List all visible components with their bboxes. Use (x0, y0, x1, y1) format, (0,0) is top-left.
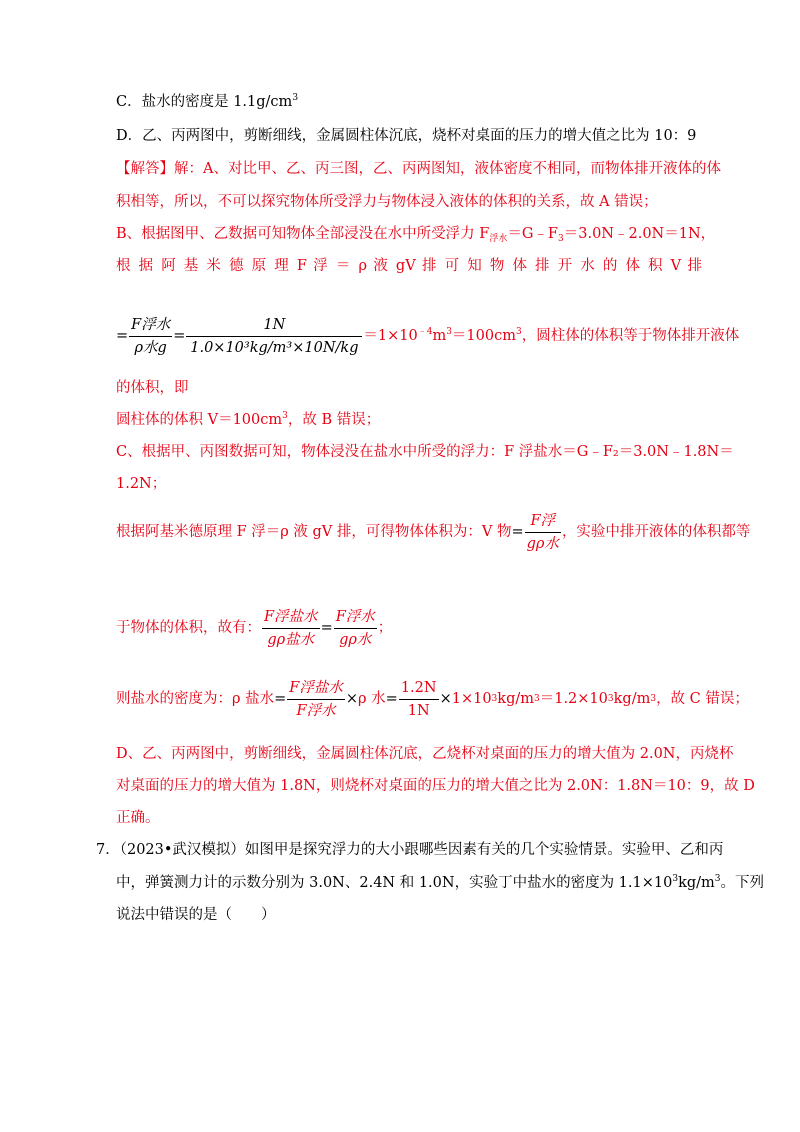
equation-volume: = $\frac{\text{F浮水}}{\text{ρ水g}}$ = $\frac{1N}{\text{1.0×10³kg/m³×10N/kg}}$ $=1\times 10^{﹣4}m^3=100cm^3$，圆柱体的体积等于物体排开液体 (116, 316, 740, 356)
eq1-den2: 1.0×10³kg/m³×10N/kg (190, 339, 359, 356)
eq3-frac2: $\frac{1.2N}{1N}$ (400, 679, 437, 719)
b-text-b: ＝G﹣F (507, 226, 558, 242)
eq3-frac1: $\frac{\text{F浮盐水}}{\text{F浮水}}$ (289, 679, 343, 719)
answer-tag: 【解答】 (116, 161, 174, 177)
answer-c-line4: 于物体的体积，故有： $\frac{\text{F浮盐水}}{\text{gρ盐水}}$ = $\frac{\text{F浮水}}{\text{gρ水}}$ ； (116, 608, 393, 648)
answer-a-line1 (116, 159, 721, 179)
b-text-a: B、根据图甲、乙数据可知物体全部浸没在水中所受浮力 F (116, 226, 490, 242)
b-sub: 浮水 (489, 234, 508, 244)
answer-b-line4: 的体积，即 (116, 380, 189, 396)
eq1-frac2 (186, 315, 362, 358)
eq2-frac2: $\frac{\text{F浮水}}{\text{gρ水}}$ (335, 608, 375, 648)
eq1-frac1 (129, 315, 172, 358)
answer-d-line3: 正确。 (116, 810, 160, 826)
question-7-line3: 说法中错误的是（ ） (116, 907, 276, 923)
v-num: F浮 (525, 511, 561, 533)
answer-b-line5: 圆柱体的体积 $V=100cm^3$，故 B 错误； (116, 411, 381, 428)
answer-d-line2: 对桌面的压力的增大值为 1.8N，则烧杯对桌面的压力的增大值之比为 2.0N：1.8N＝10：9，故 D (116, 778, 755, 794)
eq2-frac1: $\frac{\text{F浮盐水}}{\text{gρ盐水}}$ (264, 608, 318, 648)
answer-a-text: 解：A、对比甲、乙、丙三图，乙、丙两图知，液体密度不相同，而物体排开液体的体 (174, 161, 721, 177)
question-7-line1: 7．（2023•武汉模拟）如图甲是探究浮力的大小跟哪些因素有关的几个实验情景。实验甲、乙和丙 (96, 842, 724, 858)
option-c-text: C．盐水的密度是 1.1g/cm (116, 94, 293, 110)
v-den: gρ水 (526, 535, 559, 552)
option-c-sup: 3 (292, 93, 299, 103)
option-c (116, 92, 298, 112)
answer-c-line1: C、根据甲、丙图数据可知，物体浸没在盐水中所受的浮力：F 浮盐水＝G﹣F₂＝3.0N﹣1.8N＝ (116, 444, 734, 460)
option-d: D．乙、丙两图中，剪断细线，金属圆柱体沉底，烧杯对桌面的压力的增大值之比为 10：9 (116, 128, 697, 144)
answer-c-line2: 1.2N； (116, 476, 167, 492)
eq1-num2: 1N (186, 315, 362, 337)
answer-d-line1: D、乙、丙两图中，剪断细线，金属圆柱体沉底，乙烧杯对桌面的压力的增大值为 2.0N，丙烧杯 (116, 746, 734, 762)
b-sub2: 3 (558, 234, 564, 244)
eq1-num1: F浮水 (129, 315, 172, 337)
answer-c-line3: 根据阿基米德原理 F 浮＝ρ 液 gV 排，可得物体体积为：V 物 = $\frac{\text{F浮}}{\text{gρ水}}$ ，实验中排开液体的体积都等 (116, 512, 751, 552)
answer-b-line1 (116, 224, 715, 244)
answer-b-line2: 根 据 阿 基 米 德 原 理 F 浮 ＝ ρ 液 gV 排 可 知 物 体 排 开 水 的 体 积 V 排 (116, 258, 702, 274)
v-frac (525, 511, 561, 554)
answer-a-line2: 积相等，所以，不可以探究物体所受浮力与物体浸入液体的体积的关系，故 A 错误； (116, 194, 658, 210)
question-7-line2: 中，弹簧测力计的示数分别为 3.0N、2.4N 和 1.0N，实验丁中盐水的密度为 $1.1\times 10^3kg/m^3$。下列 (116, 874, 765, 891)
eq1-result: $=1\times 10^{﹣4}m^3=100cm^3$，圆柱体的体积等于物体排开液体 (363, 327, 740, 344)
eq1-den1: ρ水g (134, 339, 167, 356)
b-text-c: ＝3.0N﹣2.0N＝1N， (563, 226, 716, 242)
answer-c-line5: 则盐水的密度为：ρ 盐水 = $\frac{\text{F浮盐水}}{\text{F浮水}}$ × ρ 水 = $\frac{1.2N}{1N}$ × 1×10 3 kg/m 3 ＝1.2×10 3 kg/m 3 ，故 C 错误； (116, 679, 749, 719)
